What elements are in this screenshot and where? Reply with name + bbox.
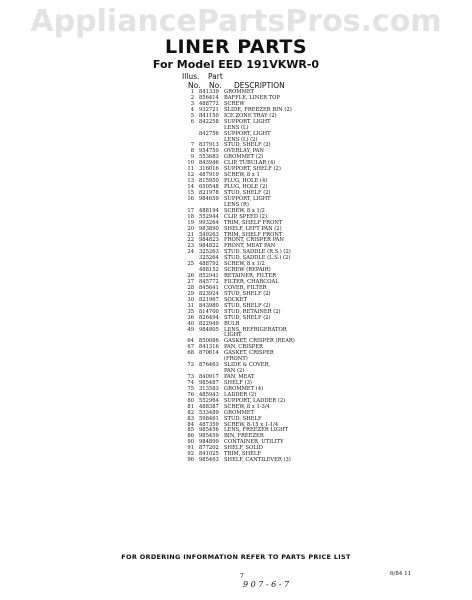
part-description: SHELF, CANTILEVER (3) (224, 457, 291, 464)
ordering-footer: FOR ORDERING INFORMATION REFER TO PARTS PRICE LIST (121, 553, 351, 561)
part-no: 993264 (199, 219, 219, 226)
part-no: 845772 (199, 279, 219, 285)
part-no: 985463 (199, 457, 219, 464)
illus-no: 14 (187, 184, 194, 190)
part-no: 984805 (199, 326, 219, 333)
parts-row (182, 458, 372, 464)
part-no: 823924 (199, 290, 219, 297)
part-no: 821978 (199, 189, 219, 196)
part-description: SCREW (224, 100, 245, 107)
part-no: 552944 (199, 213, 219, 220)
part-description: STUD, SHELF (2) (224, 302, 271, 309)
part-no: 316016 (199, 166, 219, 173)
illus-no: 26 (187, 273, 194, 280)
part-description: BIN, FREEZER (224, 433, 264, 440)
part-description: LENS, FREEZER LIGHT (224, 427, 289, 434)
part-description: SHELF, SOLID (224, 445, 263, 452)
part-description: SUPPORT, LIGHT (224, 118, 271, 125)
illus-no: 16 (187, 195, 194, 202)
part-no: 983890 (199, 225, 219, 232)
part-description: SCREW (REPAIR) (224, 267, 271, 274)
part-description: STUD, SHELF (2) (224, 314, 271, 321)
illus-no: 73 (187, 374, 194, 380)
part-description: FRONT, CRISPER PAN (224, 237, 284, 244)
part-description: GROMMET (224, 409, 255, 416)
illus-no: 75 (187, 385, 194, 392)
part-no: 488194 (199, 207, 219, 214)
part-description: SCREW, 8 x 1 (224, 172, 260, 179)
part-description: FRONT, MEAT PAN (224, 243, 276, 250)
part-no: 877202 (199, 445, 219, 452)
part-no: 845641 (199, 284, 219, 291)
illus-no: 28 (187, 284, 194, 291)
header-illus: Illus. (182, 72, 200, 81)
part-description: LENS, REFRIGERATOR (224, 326, 287, 333)
part-no: 870614 (199, 350, 219, 357)
illus-no: 2 (190, 94, 194, 101)
header-description: DESCRIPTION (234, 81, 285, 90)
illus-no: 19 (187, 219, 194, 226)
part-description: FILTER, CHARCOAL (224, 279, 279, 285)
part-description: (FRONT) (224, 356, 248, 363)
illus-no: 15 (187, 189, 194, 196)
part-no: 841339 (199, 89, 219, 95)
part-description: TRIM, SHELF FRONT (224, 219, 283, 226)
illus-no: 96 (187, 457, 194, 464)
part-description: SUPPORT, LADDER (2) (224, 397, 286, 404)
part-description: BAFFLE, LINER TOP (224, 94, 280, 101)
part-no: 932721 (199, 106, 219, 113)
part-no: 985456 (199, 427, 219, 434)
part-no: 840917 (199, 374, 219, 380)
part-no: 843946 (199, 160, 219, 167)
part-description: PLUG, HOLE (4) (224, 178, 268, 185)
part-no: 552964 (199, 397, 219, 404)
part-description: PAN, CRISPER (224, 344, 263, 351)
illus-no: 76 (187, 391, 194, 398)
part-no: 876463 (199, 362, 219, 369)
illus-no: 86 (187, 433, 194, 440)
part-description: STUD, SHELF (2) (224, 189, 271, 196)
illus-no: 24 (187, 249, 194, 256)
illus-no: 74 (187, 379, 194, 386)
part-no: 815950 (199, 178, 219, 185)
illus-no: 80 (187, 397, 194, 404)
part-no: 843980 (199, 302, 219, 309)
illus-no: 6 (190, 118, 194, 125)
illus-no: 20 (187, 225, 194, 232)
part-description: GROMMET (224, 89, 255, 95)
part-no: 549263 (199, 231, 219, 238)
part-no: 814700 (199, 308, 219, 315)
part-no: 842258 (199, 118, 219, 125)
illus-no: 21 (187, 231, 194, 238)
part-description: LADDER (2) (224, 391, 257, 398)
part-no: 487919 (199, 172, 219, 179)
illus-no: 29 (187, 290, 194, 297)
header-part: Part (208, 72, 223, 81)
part-no: 485943 (199, 391, 219, 398)
part-description: SOCKET (224, 296, 247, 303)
part-no: 822949 (199, 320, 219, 327)
part-no: 325263 (199, 249, 219, 256)
part-description: RETAINER, FILTER (224, 273, 277, 280)
illus-no: 3 (190, 100, 194, 107)
part-description: LIGHT (224, 332, 242, 339)
part-description: SCREW, 8-15 x 1-1/4 (224, 421, 279, 428)
part-no: 487359 (199, 421, 219, 428)
part-description: LENS (L) (2) (224, 136, 258, 143)
illus-no: 7 (190, 142, 194, 149)
illus-no: 17 (187, 207, 194, 214)
illus-no: 40 (187, 320, 194, 327)
part-description: OVERLAY, PAN (224, 148, 264, 155)
part-description: TRIM, SHELF (224, 451, 261, 458)
part-no: 488772 (199, 100, 219, 107)
watermark: AppliancePartsPros.com (30, 4, 442, 39)
part-description: CLIP, TUBULAR (4) (224, 160, 276, 167)
illus-no: 1 (190, 89, 194, 95)
part-description: CONTAINER, UTILITY (224, 439, 284, 446)
illus-no: 8 (190, 148, 194, 155)
illus-no: 4 (190, 106, 194, 113)
header-illus-no: No. (188, 81, 201, 90)
part-no: 533489 (199, 409, 219, 416)
illus-no: 25 (187, 261, 194, 268)
part-description: ICE ZONE TRAY (2) (224, 112, 277, 119)
part-no: 954750 (199, 148, 219, 155)
part-no: 650548 (199, 184, 219, 190)
part-description: SUPPORT, LIGHT (224, 195, 271, 202)
part-description: STUD, SHELF (2) (224, 290, 271, 297)
part-no: 984659 (199, 195, 219, 202)
part-description: SLIDE & COVER, (224, 362, 271, 369)
illus-no: 83 (187, 415, 194, 422)
part-no: 598461 (199, 415, 219, 422)
illus-no: 12 (187, 172, 194, 179)
illus-no: 68 (187, 350, 194, 357)
part-description: CLIP, SPEED (2) (224, 213, 267, 220)
part-description: SHELF (3) (224, 379, 252, 386)
part-no: 313583 (199, 385, 219, 392)
part-no: 850086 (199, 338, 219, 345)
part-description: COVER, FILTER (224, 284, 267, 291)
model-subtitle: For Model EED 191VKWR-0 (152, 58, 320, 71)
illus-no: 18 (187, 213, 194, 220)
part-no: 488792 (199, 261, 219, 268)
illus-no: 67 (187, 344, 194, 351)
illus-no: 81 (187, 403, 194, 410)
parts-list (182, 90, 372, 464)
part-description: GASKET, CRISPER (224, 350, 274, 357)
part-no: 841150 (199, 112, 219, 119)
illus-no: 5 (190, 112, 194, 119)
header-part-no: No. (209, 81, 222, 90)
part-description: SCREW, 8 x 1/2 (224, 207, 265, 214)
part-no: 984822 (199, 243, 219, 250)
illus-no: 85 (187, 427, 194, 434)
handwritten-note: 9 0 7 - 6 - 7 (243, 580, 290, 589)
part-no: 488387 (199, 403, 219, 410)
part-description: LENS (R) (224, 201, 249, 208)
part-no: 488152 (199, 267, 219, 274)
part-no: 325264 (199, 255, 219, 262)
illus-no: 10 (187, 160, 194, 167)
part-description: SLIDE, FREEZER BIN (2) (224, 106, 292, 113)
part-no: 826494 (199, 314, 219, 321)
page-number: 7 (240, 573, 244, 580)
document-code: 6/84 11 (390, 571, 412, 577)
part-no: 553683 (199, 154, 219, 161)
illus-no: 90 (187, 439, 194, 446)
part-description: STUD, SADDLE (R.S.) (2) (224, 249, 291, 256)
illus-no: 82 (187, 409, 194, 416)
illus-no: 84 (187, 421, 194, 428)
part-no: 984899 (199, 439, 219, 446)
illus-no: 91 (187, 445, 194, 452)
illus-no: 31 (187, 302, 194, 309)
part-description: STUD, SHELF (2) (224, 142, 271, 149)
illus-no: 30 (187, 296, 194, 303)
part-description: SCREW, 8 x 1-3/4 (224, 403, 270, 410)
illus-no: 92 (187, 451, 194, 458)
part-description: PAN (2) (224, 368, 245, 375)
part-description: GROMMET (2) (224, 154, 264, 161)
page-title: LINER PARTS (164, 36, 308, 58)
part-no: 985459 (199, 433, 219, 440)
part-no: 984823 (199, 237, 219, 244)
part-no: 852941 (199, 273, 219, 280)
illus-no: 49 (187, 326, 194, 333)
part-description: LENS (L) (224, 124, 249, 131)
part-description: SHELF, LEFT PAN (2) (224, 225, 282, 232)
part-description: SUPPORT, SHELF (2) (224, 166, 281, 173)
part-no: 842756 (199, 130, 219, 137)
part-no: 821967 (199, 296, 219, 303)
illus-no: 35 (187, 308, 194, 315)
part-no: 856414 (199, 94, 219, 101)
illus-no: 72 (187, 362, 194, 369)
part-description: BULB (224, 320, 240, 327)
part-description: SCREW, 8 x 1/2 (224, 261, 265, 268)
part-description: STUD, SHELF (224, 415, 262, 422)
illus-no: 9 (190, 154, 194, 161)
part-description: SUPPORT, LIGHT (224, 130, 271, 137)
part-description: GASKET, CRISPER (REAR) (224, 338, 295, 345)
illus-no: 64 (187, 338, 194, 345)
part-description: PAN, MEAT (224, 374, 255, 380)
part-no: 985487 (199, 379, 219, 386)
illus-no: 27 (187, 279, 194, 285)
part-no: 837913 (199, 142, 219, 149)
illus-no: 36 (187, 314, 194, 321)
part-description: STUD, SADDLE (L.S.) (2) (224, 255, 291, 262)
illus-no: 22 (187, 237, 194, 244)
part-description: STUD, RETAINER (2) (224, 308, 281, 315)
illus-no: 11 (187, 166, 194, 173)
part-description: GROMMET (4) (224, 385, 264, 392)
part-no: 841316 (199, 344, 219, 351)
part-description: PLUG, HOLE (2) (224, 184, 268, 190)
illus-no: 13 (187, 178, 194, 185)
illus-no: 23 (187, 243, 194, 250)
part-no: 841025 (199, 451, 219, 458)
part-description: TRIM, SHELF FRONT (224, 231, 283, 238)
